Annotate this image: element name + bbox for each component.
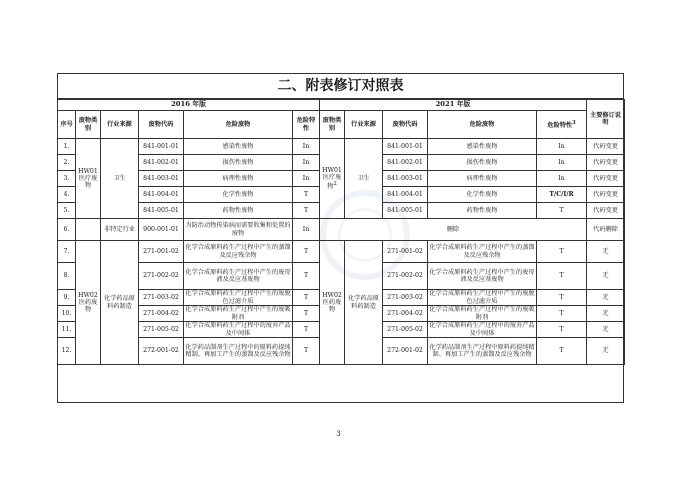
- table-cell: T: [537, 306, 587, 322]
- table-cell: 271-004-02: [383, 306, 428, 322]
- table-cell: 11.: [58, 322, 76, 338]
- header-waste-2021: 危险废物: [428, 111, 537, 139]
- table-cell: 无: [587, 263, 625, 290]
- table-cell: 化学合成原料药生产过程中产生的废母液及反应基废物: [428, 263, 537, 290]
- table-cell: 损伤性废物: [184, 155, 293, 171]
- table-cell: 化学合成原料药生产过程中产生的蒸馏及反应残余物: [184, 241, 293, 263]
- table-cell: 化学合成原料药生产过程中的废弃产品及中间体: [185, 322, 291, 337]
- table-cell: T: [293, 263, 320, 290]
- table-cell: 2.: [58, 155, 76, 171]
- table-cell: 271-001-02: [383, 241, 428, 263]
- table-cell: In: [537, 171, 587, 187]
- table-cell: T: [293, 322, 320, 338]
- table-cell: 代码变更: [587, 187, 625, 203]
- table-cell: T: [293, 306, 320, 322]
- header-seq: 序号: [58, 111, 76, 139]
- cat-hw01-2021: HW01 医疗废物$^2$: [320, 139, 345, 219]
- table-cell: 药物性废物: [184, 203, 293, 219]
- table-cell: 1.: [58, 139, 76, 155]
- header-hazard-2021: 危险特性$^3$: [537, 111, 587, 139]
- table-cell: 841-002-01: [383, 155, 428, 171]
- table-cell: T: [537, 338, 587, 365]
- table-cell: In: [293, 219, 320, 241]
- industry-nonspecific: 非特定行业: [101, 219, 139, 241]
- table-cell: T: [537, 203, 587, 219]
- table-cell: T: [537, 241, 587, 263]
- industry-pharma-2021: 化学药品原料药制造: [345, 241, 383, 365]
- header-2016: 2016 年版: [58, 100, 320, 111]
- page-number: 3: [336, 430, 341, 438]
- table-cell: 无: [587, 306, 625, 322]
- table-cell: 化学合成原料药生产过程中产生的废吸附剂: [429, 306, 535, 321]
- table-cell: 代码变更: [587, 203, 625, 219]
- header-main-notes: 主要修订说明: [587, 100, 625, 139]
- table-cell: 化学性废物: [184, 187, 293, 203]
- cat-hw02-2016: HW02 医药废物: [76, 241, 101, 365]
- table-cell: 化学合成原料药生产过程中产生的废脱色过滤介质: [429, 290, 535, 305]
- table-cell: 无: [587, 322, 625, 338]
- header-2021: 2021 年版: [320, 100, 587, 111]
- table-cell: 化学药品制剂生产过程中原料药提纯精制、再加工产生的蒸馏及反应残余物: [428, 338, 537, 365]
- table-cell: [76, 219, 101, 241]
- table-cell: 271-003-02: [139, 290, 184, 306]
- table-cell: 化学药品制剂生产过程中的原料药提纯精制、再加工产生的蒸馏及反应残余物: [184, 338, 293, 365]
- table-row: [58, 241, 625, 263]
- table-cell: 271-004-02: [139, 306, 184, 322]
- revision-table: [57, 99, 625, 365]
- table-cell: 841-004-01: [139, 187, 184, 203]
- table-cell: 271-002-02: [139, 263, 184, 290]
- header-cat-2016: 废物类别: [76, 111, 101, 139]
- industry-weisheng-2016: 卫生: [101, 139, 139, 219]
- industry-pharma-2016: 化学药品原料药制造: [101, 241, 139, 365]
- table-cell: T/C/I/R: [537, 187, 587, 203]
- table-row: [58, 139, 625, 155]
- header-industry-2021: 行业来源: [345, 111, 383, 139]
- table-cell: T: [293, 290, 320, 306]
- table-cell: 3.: [58, 171, 76, 187]
- table-cell: In: [293, 171, 320, 187]
- table-cell: 为防治动物传染病而需要收集和处置的废物: [184, 219, 293, 241]
- table-cell: 9.: [58, 290, 76, 306]
- table-cell: T: [293, 187, 320, 203]
- header-code-2021: 废物代码: [383, 111, 428, 139]
- table-cell: 无: [587, 338, 625, 365]
- table-cell: T: [537, 322, 587, 338]
- table-cell: 7.: [58, 241, 76, 263]
- table-cell: 病理性废物: [184, 171, 293, 187]
- table-cell: In: [293, 155, 320, 171]
- table-cell: 900-001-01: [139, 219, 184, 241]
- page-title: 二、附表修订对照表: [57, 73, 624, 99]
- table-cell: T: [293, 241, 320, 263]
- table-cell: 无: [587, 241, 625, 263]
- header-industry-2016: 行业来源: [101, 111, 139, 139]
- header-code-2016: 废物代码: [139, 111, 184, 139]
- table-cell: 病理性废物: [428, 171, 537, 187]
- table-cell: 5.: [58, 203, 76, 219]
- cat-hw01-2016: HW01 医疗废物: [76, 139, 101, 219]
- table-cell: 感染性废物: [428, 139, 537, 155]
- header-hazard-2016: 危险特性: [293, 111, 320, 139]
- cat-hw02-2021: HW02 医药废物: [320, 241, 345, 365]
- table-cell: 10.: [58, 306, 76, 322]
- table-cell: 12.: [58, 338, 76, 365]
- table-cell: In: [293, 139, 320, 155]
- table-cell: In: [537, 155, 587, 171]
- table-cell: T: [293, 338, 320, 365]
- table-cell: 271-003-02: [383, 290, 428, 306]
- table-cell: 代码变更: [587, 155, 625, 171]
- table-cell: 841-003-01: [139, 171, 184, 187]
- table-cell: T: [293, 203, 320, 219]
- table-cell: 271-001-02: [139, 241, 184, 263]
- table-cell: 代码删除: [587, 219, 625, 241]
- table-cell: 4.: [58, 187, 76, 203]
- table-cell: 271-005-02: [383, 322, 428, 338]
- table-row: [58, 219, 625, 241]
- table-cell: 代码变更: [587, 139, 625, 155]
- table-cell: In: [537, 139, 587, 155]
- table-cell: 841-001-01: [139, 139, 184, 155]
- header-waste-2016: 危险废物: [184, 111, 293, 139]
- table-cell: T: [537, 263, 587, 290]
- table-cell: 8.: [58, 263, 76, 290]
- table-cell: 感染性废物: [184, 139, 293, 155]
- table-cell: 化学合成原料药生产过程中产生的废母液及反应基废物: [184, 263, 293, 290]
- table-cell: 化学合成原料药生产过程中的废弃产品及中间体: [429, 322, 535, 337]
- table-cell: 药物性废物: [428, 203, 537, 219]
- table-cell: 841-002-01: [139, 155, 184, 171]
- table-cell: 6.: [58, 219, 76, 241]
- table-cell: 代码变更: [587, 171, 625, 187]
- table-cell: 271-002-02: [383, 263, 428, 290]
- table-cell: 化学合成原料药生产过程中产生的废吸附剂: [185, 306, 291, 321]
- header-cat-2021: 废物类别: [320, 111, 345, 139]
- table-cell: 化学性废物: [428, 187, 537, 203]
- table-cell: 841-003-01: [383, 171, 428, 187]
- table-cell: 271-005-02: [139, 322, 184, 338]
- table-cell: 841-005-01: [383, 203, 428, 219]
- table-cell: 损伤性废物: [428, 155, 537, 171]
- table-cell: T: [537, 290, 587, 306]
- industry-weisheng-2021: 卫生: [345, 139, 383, 219]
- table-cell: 无: [587, 290, 625, 306]
- table-cell: 化学合成原料药生产过程中产生的蒸馏及反应残余物: [428, 241, 537, 263]
- table-cell: 272-001-02: [383, 338, 428, 365]
- table-cell: 272-001-02: [139, 338, 184, 365]
- table-cell: 841-005-01: [139, 203, 184, 219]
- table-cell: 841-004-01: [383, 187, 428, 203]
- deleted-cell: 删除: [320, 219, 587, 241]
- table-cell: 化学合成原料药生产过程中产生的废脱色过滤介质: [185, 290, 291, 305]
- table-cell: 841-001-01: [383, 139, 428, 155]
